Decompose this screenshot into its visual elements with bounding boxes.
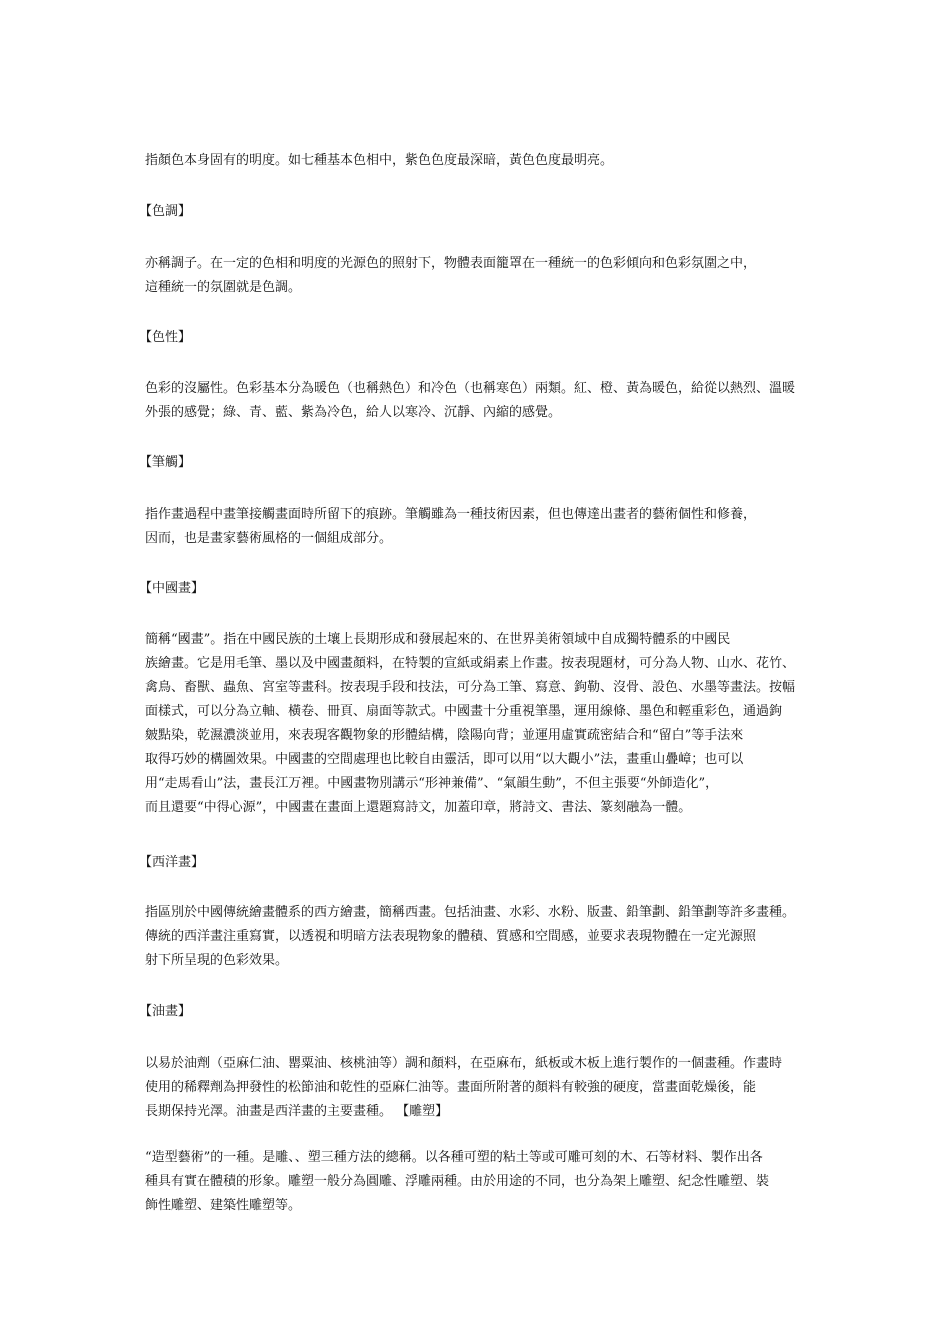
heading-brushstroke: 【筆觸】	[139, 455, 192, 470]
text-line: 指作畫過程中畫筆接觸畫面時所留下的痕跡。筆觸雖為一種技術因素，但也傳達出畫者的藝術個性和修養，	[145, 507, 757, 522]
sculpture-paragraph	[145, 1146, 820, 1218]
text-line: 而且還要“中得心源”，中國畫在畫面上還題寫詩文，加蓋印章，將詩文、書法、篆刻融為一體。	[145, 800, 692, 815]
text-line: 外張的感覺；綠、青、藍、紫為冷色，給人以寒冷、沉靜、內縮的感覺。	[145, 405, 562, 420]
text-line: 射下所呈現的色彩效果。	[145, 953, 289, 968]
text-line: 族繪畫。它是用毛筆、墨以及中國畫顏料，在特製的宣紙或絹素上作畫。按表現題材，可分為人物、山水、花竹、	[145, 656, 796, 671]
text-line: 指區別於中國傳統繪畫體系的西方繪畫，簡稱西畫。包括油畫、水彩、水粉、版畫、鉛筆劃、鉛筆劃等許多畫種。	[145, 905, 796, 920]
oil-painting-paragraph	[145, 1052, 820, 1124]
brushstroke-paragraph	[145, 503, 820, 551]
western-painting-paragraph	[145, 901, 820, 973]
text-line: 面樣式，可以分為立軸、橫卷、冊頁、扇面等款式。中國畫十分重視筆墨，運用線條、墨色和輕重彩色，通過鉤	[145, 704, 783, 719]
heading-color-nature: 【色性】	[139, 330, 192, 345]
text-line: 取得巧妙的構圖效果。中國畫的空間處理也比較自由靈活，即可以用“以大觀小”法，畫重山疊嶂；也可以	[145, 752, 744, 767]
text-line: 用“走馬看山”法，畫長江万裡。中國畫物別講示“形神兼備”、“氣韻生動”，不但主張要“外師造化”，	[145, 776, 719, 791]
text-line: 這種統一的氛圍就是色調。	[145, 280, 302, 295]
text-line: 使用的稀釋劑為押發性的松節油和乾性的亞麻仁油等。畫面所附著的顏料有較強的硬度，當畫面乾燥後，能	[145, 1080, 757, 1095]
text-line: 種具有實在體積的形象。雕塑一般分為圓雕、浮雕兩種。由於用途的不同，也分為架上雕塑、紀念性雕塑、裝	[145, 1174, 770, 1189]
text-line: 因而，也是畫家藝術風格的一個組成部分。	[145, 531, 393, 546]
text-line: 簡稱“國畫”。指在中國民族的土壤上長期形成和發展起來的、在世界美術領域中自成獨特體系的中國民	[145, 632, 731, 647]
text-line: 傳統的西洋畫注重寫實，以透視和明暗方法表現物象的體積、質感和空間感，並要求表現物體在一定光源照	[145, 929, 757, 944]
text-line: 指顏色本身固有的明度。如七種基本色相中，紫色色度最深暗，黃色色度最明亮。	[145, 153, 614, 168]
text-line: 飾性雕塑、建築性雕塑等。	[145, 1198, 302, 1213]
chinese-painting-paragraph	[145, 628, 820, 820]
heading-oil-painting: 【油畫】	[139, 1004, 192, 1019]
text-line: 以易於油劑（亞麻仁油、罌粟油、核桃油等）調和顏料，在亞麻布，紙板或木板上進行製作的一個畫種。作畫時	[145, 1056, 783, 1071]
text-line: 亦稱調子。在一定的色相和明度的光源色的照射下，物體表面籠罩在一種統一的色彩傾向和色彩氛圍之中，	[145, 256, 757, 271]
heading-western-painting: 【西洋畫】	[139, 855, 205, 870]
tone-paragraph	[145, 252, 820, 300]
heading-chinese-painting: 【中國畫】	[139, 581, 205, 596]
text-line: “造型藝術”的一種。是雕、、塑三種方法的總稱。以各種可塑的粘土等或可雕可刻的木、石等材料、製作出各	[145, 1150, 763, 1165]
text-line: 長期保持光澤。油畫是西洋畫的主要畫種。 【雕塑】	[145, 1104, 449, 1119]
heading-tone: 【色調】	[139, 204, 192, 219]
intro-paragraph	[145, 149, 820, 173]
color-nature-paragraph	[145, 377, 820, 425]
text-line: 皴點染，乾濕濃淡並用，來表現客觀物象的形體結構，陰陽向背；並運用虛實疏密結合和“留白”等手法來	[145, 728, 744, 743]
text-line: 禽鳥、畜獸、蟲魚、宮室等畫科。按表現手段和技法，可分為工筆、寫意、鉤勒、沒骨、設色、水墨等畫法。按幅	[145, 680, 796, 695]
text-line: 色彩的沒屬性。色彩基本分為暖色（也稱熱色）和冷色（也稱寒色）兩類。紅、橙、黃為暖色，給從以熱烈、溫暖	[145, 381, 796, 396]
